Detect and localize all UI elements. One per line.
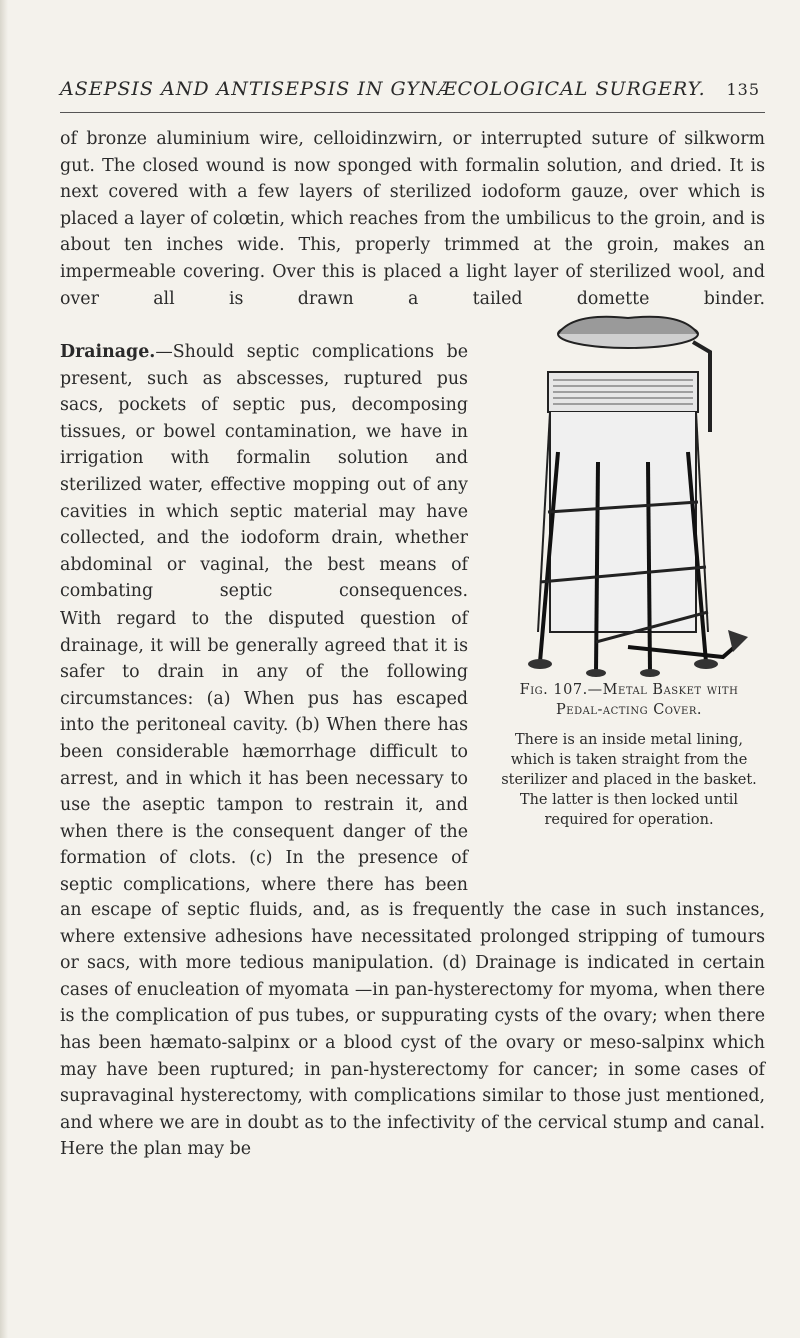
paragraph-drainage [60,339,468,605]
paragraph-drainage-indications: an escape of septic fluids, and, as is frequently the case in such instances, where extensive adhesions have necessitated prolonged stripping of tumours or sacs, with more tedious manipulation. (d) Drainage is indicated in certain cases of enucleation of myomata —in pan-hysterectomy for myoma, when there is the complication of pus tubes, or suppurating cysts of the ovary; when there has been hæmato-salpinx or a blood cyst of the ovary or meso-salpinx which may have been ruptured; in pan-hysterectomy for cancer; in some cases of supravaginal hysterectomy, with complications similar to those just mentioned, and where we are in doubt as to the infectivity of the cervical stump and canal. Here the plan may be [60,900,765,1160]
figure-metal-basket [478,312,768,677]
paragraph-drainage-circumstances: With regard to the disputed question of drainage, it will be generally agreed that it is safer to drain in any of the following circumstances: (a) When pus has escaped into the peritoneal cavity. (b) When there has been considerable hæmorrhage difficult to arrest, and in which it has been necessary to use the aseptic tampon to restrain it, and when there is the consequent danger of the formation of clots. (c) In the presence of septic complications, where there has been [60,609,468,895]
header-rule [60,112,765,113]
figure-note: There is an inside metal lining, which is taken straight from the sterilizer and placed in the basket. The latter is then locked until required for operation. [501,732,757,828]
paragraph-wound-dressing: of bronze aluminium wire, celloidinzwirn, or interrupted suture of silkworm gut. The closed wound is now sponged with formalin solution, and dried. It is next covered with a few layers of sterilized iodoform gauze, over which is placed a layer of colœtin, which reaches from the umbilicus to the groin, and is about ten inches wide. This, properly trimmed at the groin, makes an impermeable covering. Over this is placed a light layer of sterilized wool, and over all is drawn a tailed domette binder. [60,129,765,309]
basket-illustration [478,312,768,677]
section-heading-drainage: Drainage. [60,342,156,362]
running-header [60,78,760,100]
drainage-text: —Should septic complications be present, such as abscesses, ruptured pus sacs, pockets of septic pus, decomposing tissues, or bowel contamination, we have in irrigation with formalin solution and sterilized water, effective mopping out of any cavities in which septic material may have collected, and the iodoform drain, whether abdominal or vaginal, the best means of combating septic consequences. [60,342,468,602]
page-number: 135 [726,80,760,99]
running-title: ASEPSIS AND ANTISEPSIS IN GYNÆCOLOGICAL SURGERY. [60,78,706,100]
figure-caption: Fig. 107.—Metal Basket with Pedal-acting Cover. [519,682,739,718]
page-edge [0,0,8,1338]
